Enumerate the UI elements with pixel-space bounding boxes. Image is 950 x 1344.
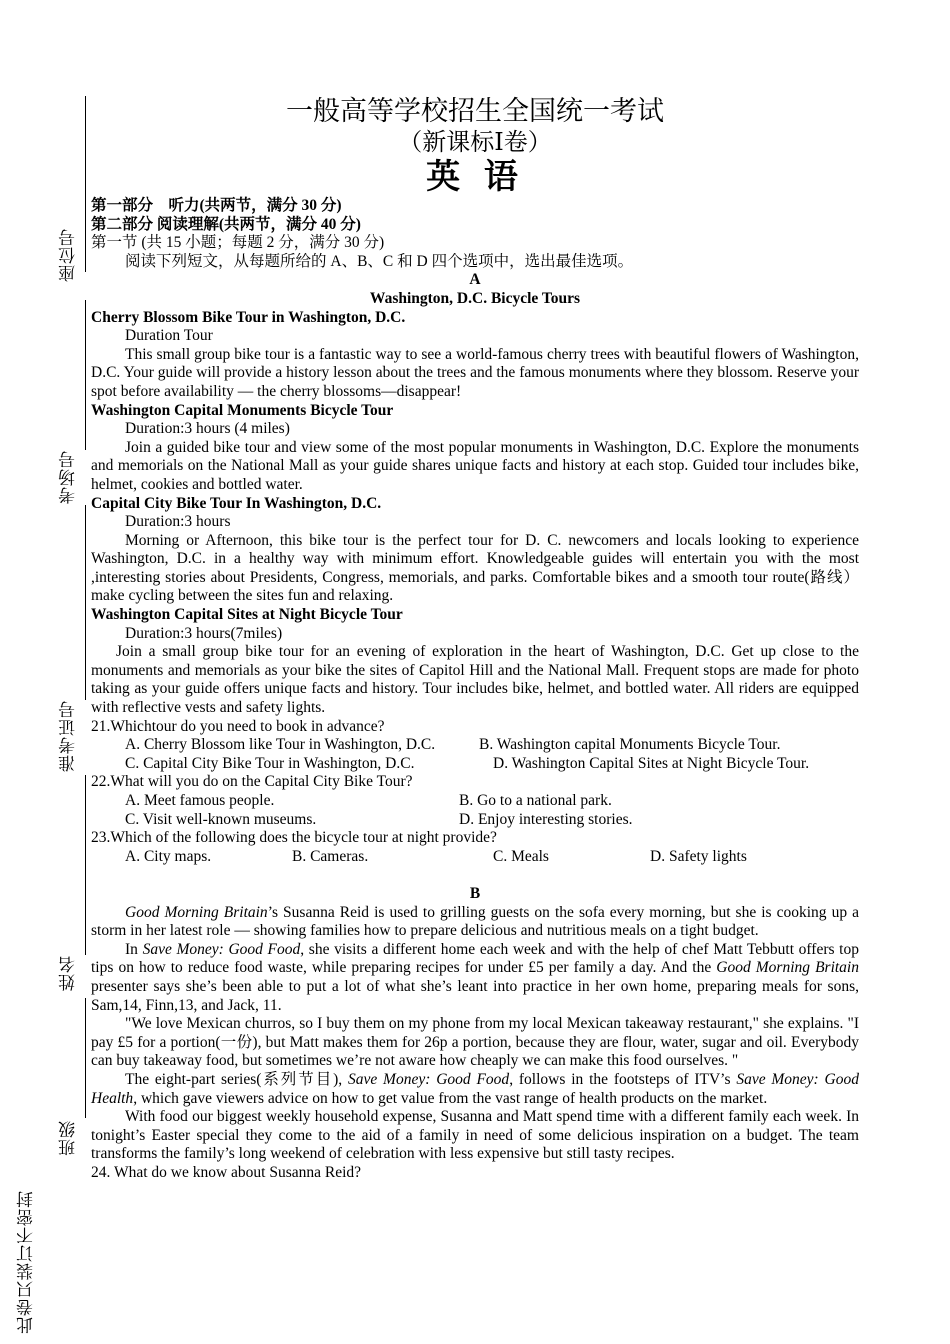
question-stem: 23.Which of the following does the bicycle tour at night provide? xyxy=(91,829,497,847)
name-label: 姓名 xyxy=(59,955,78,991)
binding-line xyxy=(85,775,86,955)
option: A. Cherry Blossom like Tour in Washington, D.C. xyxy=(125,736,436,754)
passage-a-heading: Washington, D.C. Bicycle Tours xyxy=(369,289,581,307)
question-stem: 24. What do we know about Susanna Reid? xyxy=(91,1163,362,1181)
exam-title: 一般高等学校招生全国统一考试 xyxy=(286,96,664,127)
exam-room-label: 考场号 xyxy=(59,450,78,504)
tour-duration: Duration:3 hours xyxy=(125,513,231,531)
admission-number-label: 准考证号 xyxy=(59,700,78,772)
option: C. Capital City Bike Tour in Washington, D.C. xyxy=(125,754,415,772)
option: A. Meet famous people. xyxy=(125,792,275,809)
part2-heading: 第二部分 阅读理解(共两节，满分 40 分) xyxy=(91,215,361,233)
option: B. Go to a national park. xyxy=(459,792,612,809)
passage-b-letter: B xyxy=(469,884,481,902)
exam-content xyxy=(91,96,859,1182)
binding-line xyxy=(85,505,86,700)
option: B. Cameras. xyxy=(292,847,369,865)
option-row xyxy=(91,736,859,755)
binding-line xyxy=(85,998,86,1118)
question-stem: 22.What will you do on the Capital City Bike Tour? xyxy=(91,773,413,791)
tour-duration: Duration:3 hours (4 miles) xyxy=(125,420,290,438)
question-stem: 21.Whichtour do you need to book in advance? xyxy=(91,717,385,735)
option: B. Washington capital Monuments Bicycle Tour. xyxy=(479,736,781,754)
passage-b-paragraph: With food our biggest weekly household expense, Susanna and Matt spend time with a different family each week. In tonight’s Easter special they come to the aid of a family in need of some delicious inspiration on a budget. The team transforms the family’s long weekend of celebration with less expensive but still tasty recipes. xyxy=(91,1108,859,1163)
tour-name: Washington Capital Sites at Night Bicycle Tour xyxy=(91,606,403,624)
passage-a-letter: A xyxy=(469,271,481,289)
class-label: 班级 xyxy=(59,1120,78,1156)
passage-b-paragraph: The eight-part series(系列节目), Save Money: Good Food, follows in the footsteps of ITV’s Save Money: Good Health, which gave viewers advice on how to get value from the vast range of health products on the market. xyxy=(91,1070,859,1107)
seat-number-label: 座位号 xyxy=(59,228,78,282)
option-row xyxy=(91,792,859,811)
option-row xyxy=(91,755,859,774)
part1-heading: 第一部分 听力(共两节，满分 30 分) xyxy=(91,197,342,214)
binding-line xyxy=(85,300,86,450)
passage-b-paragraph: "We love Mexican churros, so I buy them on my phone from my local Mexican takeaway restaurant," she explains. "I pay £5 for a portion(一份), but Matt makes them for 26p a portion, because they are flour, water, sugar and oil. Everybody can buy takeaway food, but sometimes we’re not aware how cheaply we can make this food ourselves. " xyxy=(91,1015,859,1070)
passage-b-paragraph: Good Morning Britain’s Susanna Reid is used to grilling guests on the sofa every morning, but she is cooking up a storm in her latest role — showing families how to prepare delicious and nutritious meals on a tight budget. xyxy=(91,903,859,940)
seal-notice: 此卷只装订不密封 xyxy=(17,1190,36,1334)
tour-duration: Duration Tour xyxy=(125,327,213,345)
tour-description: Join a small group bike tour for an evening of exploration in the heart of Washington, D.C. Get up close to the monuments and memorials as your bike the sites of Capitol Hill and the National Mall. Frequent stops are made for photo taking as your guide offers unique facts and history. Tour includes bike, helmet, and bottled water. All riders are equipped with reflective vests and safety lights. xyxy=(91,643,859,717)
tour-name: Washington Capital Monuments Bicycle Tour xyxy=(91,401,394,419)
instruction: 阅读下列短文，从每题所给的 A、B、C 和 D 四个选项中，选出最佳选项。 xyxy=(125,252,634,270)
section1-heading: 第一节 (共 15 小题；每题 2 分，满分 30 分) xyxy=(91,234,385,252)
option: D. Enjoy interesting stories. xyxy=(459,810,633,828)
exam-subtitle: （新课标Ⅰ卷） xyxy=(398,128,552,156)
passage-b-paragraph: In Save Money: Good Food, she visits a different home each week and with the help of chef Matt Tebbutt offers top tips on how to reduce food waste, while preparing recipes for under £5 per family a day. And the Good Morning Britain presenter says she’s been able to put a lot of what she’s leant into practice in her own home, preparing meals for sons, Sam,14, Finn,13, and Jack, 11. xyxy=(91,940,859,1014)
tour-name: Capital City Bike Tour In Washington, D.C. xyxy=(91,494,382,512)
option-row xyxy=(91,848,859,867)
binding-line xyxy=(85,96,86,272)
option: C. Visit well-known museums. xyxy=(125,810,317,828)
subject-title: 英 语 xyxy=(426,157,524,197)
tour-description: This small group bike tour is a fantastic way to see a world-famous cherry trees with beautiful flowers of Washington, D.C. Your guide will provide a history lesson about the trees and the famous monuments where they blossom. Reserve your spot before availability — the cherry blossoms—disappear! xyxy=(91,345,859,400)
tour-name: Cherry Blossom Bike Tour in Washington, D.C. xyxy=(91,308,406,326)
option-row xyxy=(91,811,859,830)
option: D. Washington Capital Sites at Night Bicycle Tour. xyxy=(493,754,810,772)
option: D. Safety lights xyxy=(650,847,747,865)
tour-description: Morning or Afternoon, this bike tour is the perfect tour for D. C. newcomers and locals looking to experience Washington, D.C. in a healthy way with minimum effort. Knowledgeable guides will entertain you with the most ,interesting stories about Presidents, Congress, memorials, and parks. Comfortable bikes and a smooth tour route(路线）make cycling between the sites fun and relaxing. xyxy=(91,531,859,605)
tour-duration: Duration:3 hours(7miles) xyxy=(125,624,283,642)
option: C. Meals xyxy=(493,847,549,865)
tour-description: Join a guided bike tour and view some of the most popular monuments in Washington, D.C. Explore the monuments and memorials on the National Mall as your guide shares unique facts and history at each stop. Guided tour includes bike, helmet, cookies and bottled water. xyxy=(91,438,859,493)
option: A. City maps. xyxy=(125,847,212,865)
